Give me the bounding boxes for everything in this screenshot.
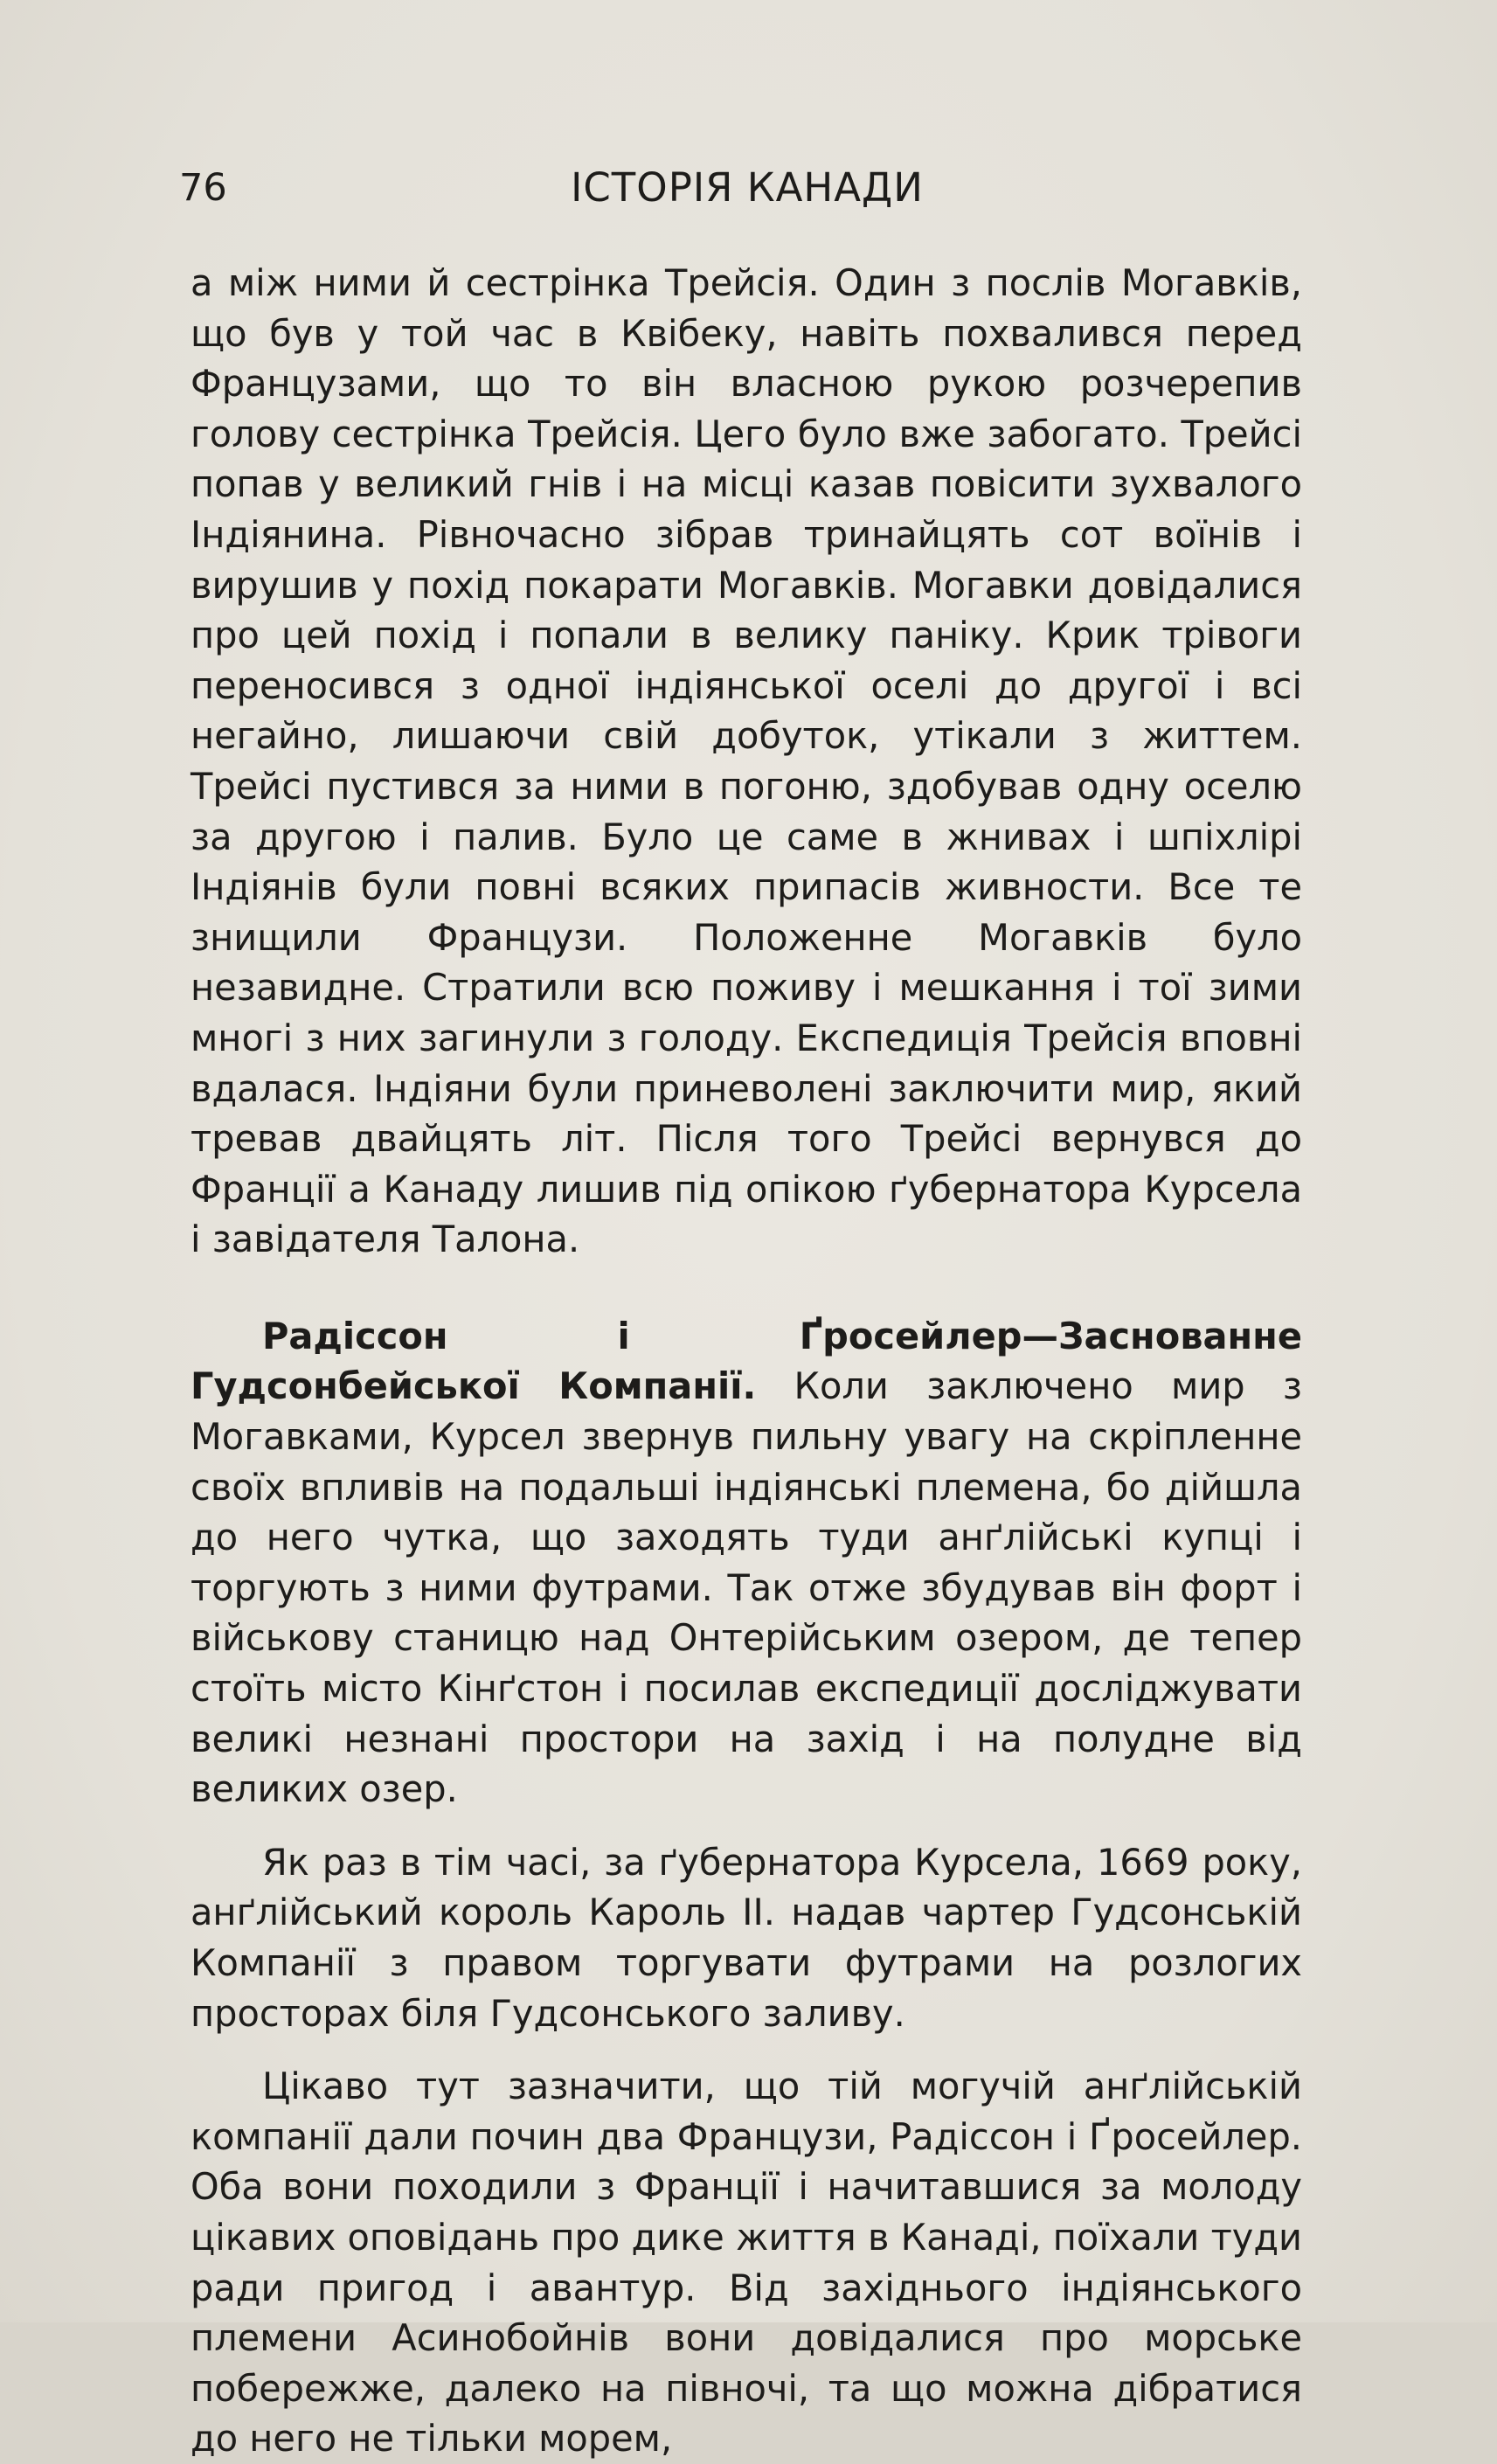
paragraph-gap bbox=[191, 1815, 1302, 1837]
page-number: 76 bbox=[179, 166, 227, 210]
running-title: ІСТОРІЯ КАНАДИ bbox=[571, 164, 924, 211]
paragraph-radisson-section bbox=[191, 1311, 1302, 1815]
section-heading: Радіссон і Ґросейлер—Заснованне Гудсонбейської Компанії. bbox=[191, 1314, 1302, 1408]
paragraph-tracy-campaign: а між ними й сестрінка Трейсія. Один з послів Могавків, що був у той час в Квібеку, навіть похвалився перед Французами, що то він власною рукою розчерепив голову сестрінка Трейсія. Цего було вже забогато. Трейсі попав у великий гнів і на місці казав повісити зухвалого Індіянина. Рівночасно зібрав тринайцять сот воїнів і вирушив у похід покарати Могавків. Могавки довідалися про цей похід і попали в велику паніку. Крик трівоги переносився з одної індіянської оселі до другої і всі негайно, лишаючи свій добуток, утікали з життем. Трейсі пустився за ними в погоню, здобував одну оселю за другою і палив. Було це саме в жнивах і шпіхлірі Індіянів були повні всяких припасів живности. Все те знищили Французи. Положенне Могавків було незавидне. Стратили всю поживу і мешкання і тої зими многі з них загинули з голоду. Експедиція Трейсія вповні вдалася. Індіяни були приневолені заключити мир, який тревав двайцять літ. Після того Трейсі вернувся до Франції а Канаду лишив під опікою ґубернатора Курсела і завідателя Талона. bbox=[191, 261, 1302, 1261]
paragraph-founders: Цікаво тут зазначити, що тій могучій анґлійській компанії дали почин два Французи, Радіссон і Ґросейлер. Оба вони походили з Франції і начитавшися за молоду цікавих оповідань про дике життя в Канаді, поїхали туди ради пригод і авантур. Від західнього індіянського племени Асинобойнів вони довідалися про морське побережже, далеко на півночі, та що можна дібратися до него не тільки морем, bbox=[191, 2065, 1302, 2461]
paragraph-text: Коли заключено мир з Могавками, Курсел звернув пильну увагу на скріпленне своїх впливів на подальші індіянські племена, бо дійшла до него чутка, що заходять туди анґлійські купці і торгують з ними футрами. Так отже збудував він форт і військову станицю над Онтерійським озером, де тепер стоїть місто Кінґстон і посилав експедиції досліджувати великі незнані простори на захід і на полудне від великих озер. bbox=[191, 1364, 1302, 1811]
section-gap bbox=[191, 1265, 1302, 1311]
paragraph-gap bbox=[191, 2038, 1302, 2061]
running-header bbox=[179, 157, 1315, 219]
paragraph-charter: Як раз в тім часі, за ґубернатора Курсела, 1669 року, анґлійський король Кароль II. надав чартер Гудсонській Компанії з правом торгувати футрами на розлогих просторах біля Гудсонського заливу. bbox=[191, 1840, 1302, 2035]
body-text bbox=[191, 258, 1302, 2464]
